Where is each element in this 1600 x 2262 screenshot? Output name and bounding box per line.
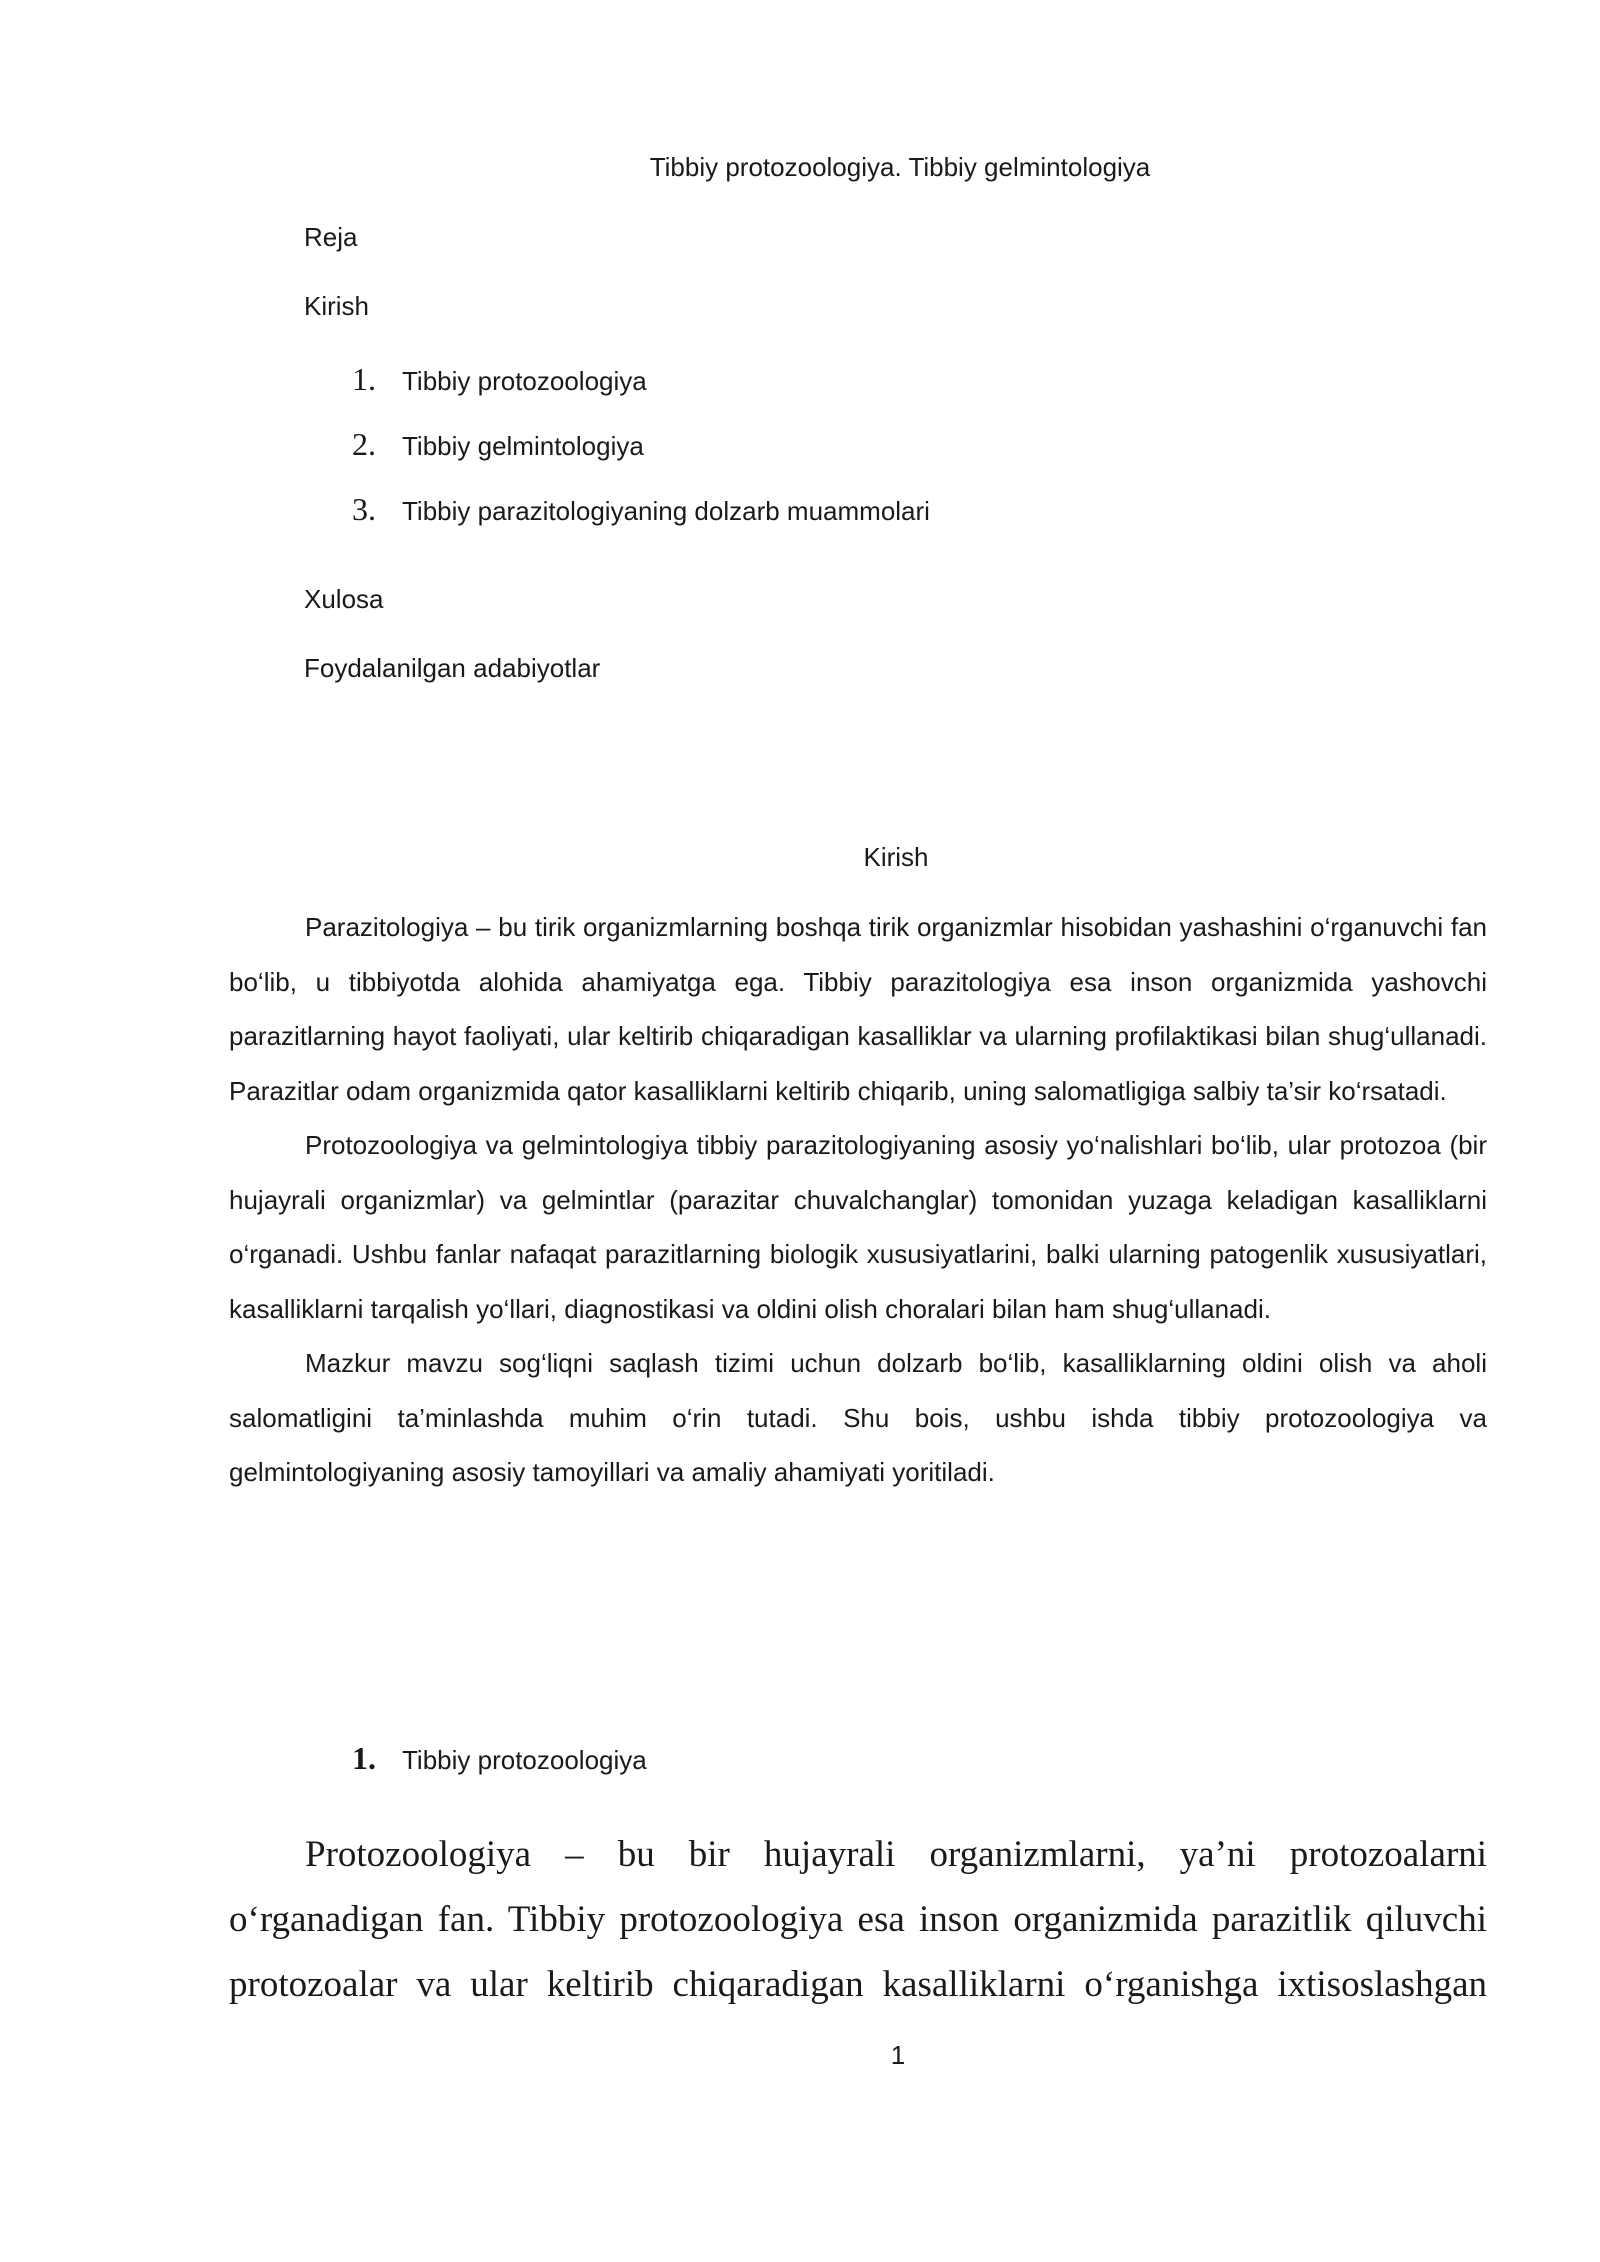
plan-heading: Reja [304,222,358,252]
page-number: 1 [890,2040,906,2070]
plan-item-label: Tibbiy parazitologiyaning dolzarb muammolari [402,496,930,526]
intro-section-body [229,900,1487,1500]
plan-item [352,426,644,463]
section1-paragraph: Protozoologiya – bu bir hujayrali organizmlarni, ya’ni protozoalarni o‘rganadigan fan. Tibbiy protozoologiya esa inson organizmida parazitlik qiluvchi protozoalar va ular keltirib chiqaradigan kasalliklarni o‘rganishga ixtisoslashgan [229,1834,1487,2005]
section1-body [229,1822,1487,2017]
plan-item-label: Tibbiy protozoologiya [402,366,647,396]
plan-item-label: Tibbiy gelmintologiya [402,431,644,461]
plan-item-number: 1. [352,361,376,397]
intro-paragraph: Protozoologiya va gelmintologiya tibbiy parazitologiyaning asosiy yo‘nalishlari bo‘lib, ular protozoa (bir hujayrali organizmlar) va gelmintlar (parazitar chuvalchanglar) tomonidan yuzaga keladigan kasalliklarni o‘rganadi. Ushbu fanlar nafaqat parazitlarning biologik xususiyatlarini, balki ularning patogenlik xususiyatlari, kasalliklarni tarqalish yo‘llari, diagnostikasi va oldini olish choralari bilan ham shug‘ullanadi. [229,1130,1487,1324]
plan-references-label: Foydalanilgan adabiyotlar [304,653,601,683]
intro-paragraph: Mazkur mavzu sog‘liqni saqlash tizimi uchun dolzarb bo‘lib, kasalliklarning oldini olish va aholi salomatligini ta’minlashda muhim o‘rin tutadi. Shu bois, ushbu ishda tibbiy protozoologiya va gelmintologiyaning asosiy tamoyillari va amaliy ahamiyati yoritiladi. [229,1348,1487,1487]
document-title: Tibbiy protozoologiya. Tibbiy gelmintologiya [649,152,1151,182]
plan-item [352,491,930,528]
section1-heading [352,1740,647,1777]
intro-paragraph: Parazitologiya – bu tirik organizmlarning boshqa tirik organizmlar hisobidan yashashini o‘rganuvchi fan bo‘lib, u tibbiyotda alohida ahamiyatga ega. Tibbiy parazitologiya esa inson organizmida yashovchi parazitlarning hayot faoliyati, ular keltirib chiqaradigan kasalliklar va ularning profilaktikasi bilan shug‘ullanadi. Parazitlar odam organizmida qator kasalliklarni keltirib chiqarib, uning salomatligiga salbiy ta’sir ko‘rsatadi. [229,912,1487,1106]
plan-item-number: 2. [352,426,376,462]
plan-item [352,361,647,398]
plan-conclusion-label: Xulosa [304,584,384,614]
plan-intro-label: Kirish [304,291,370,321]
section1-number: 1. [352,1740,376,1776]
intro-section-heading: Kirish [863,842,929,872]
section1-title: Tibbiy protozoologiya [402,1745,647,1775]
plan-item-number: 3. [352,491,376,527]
